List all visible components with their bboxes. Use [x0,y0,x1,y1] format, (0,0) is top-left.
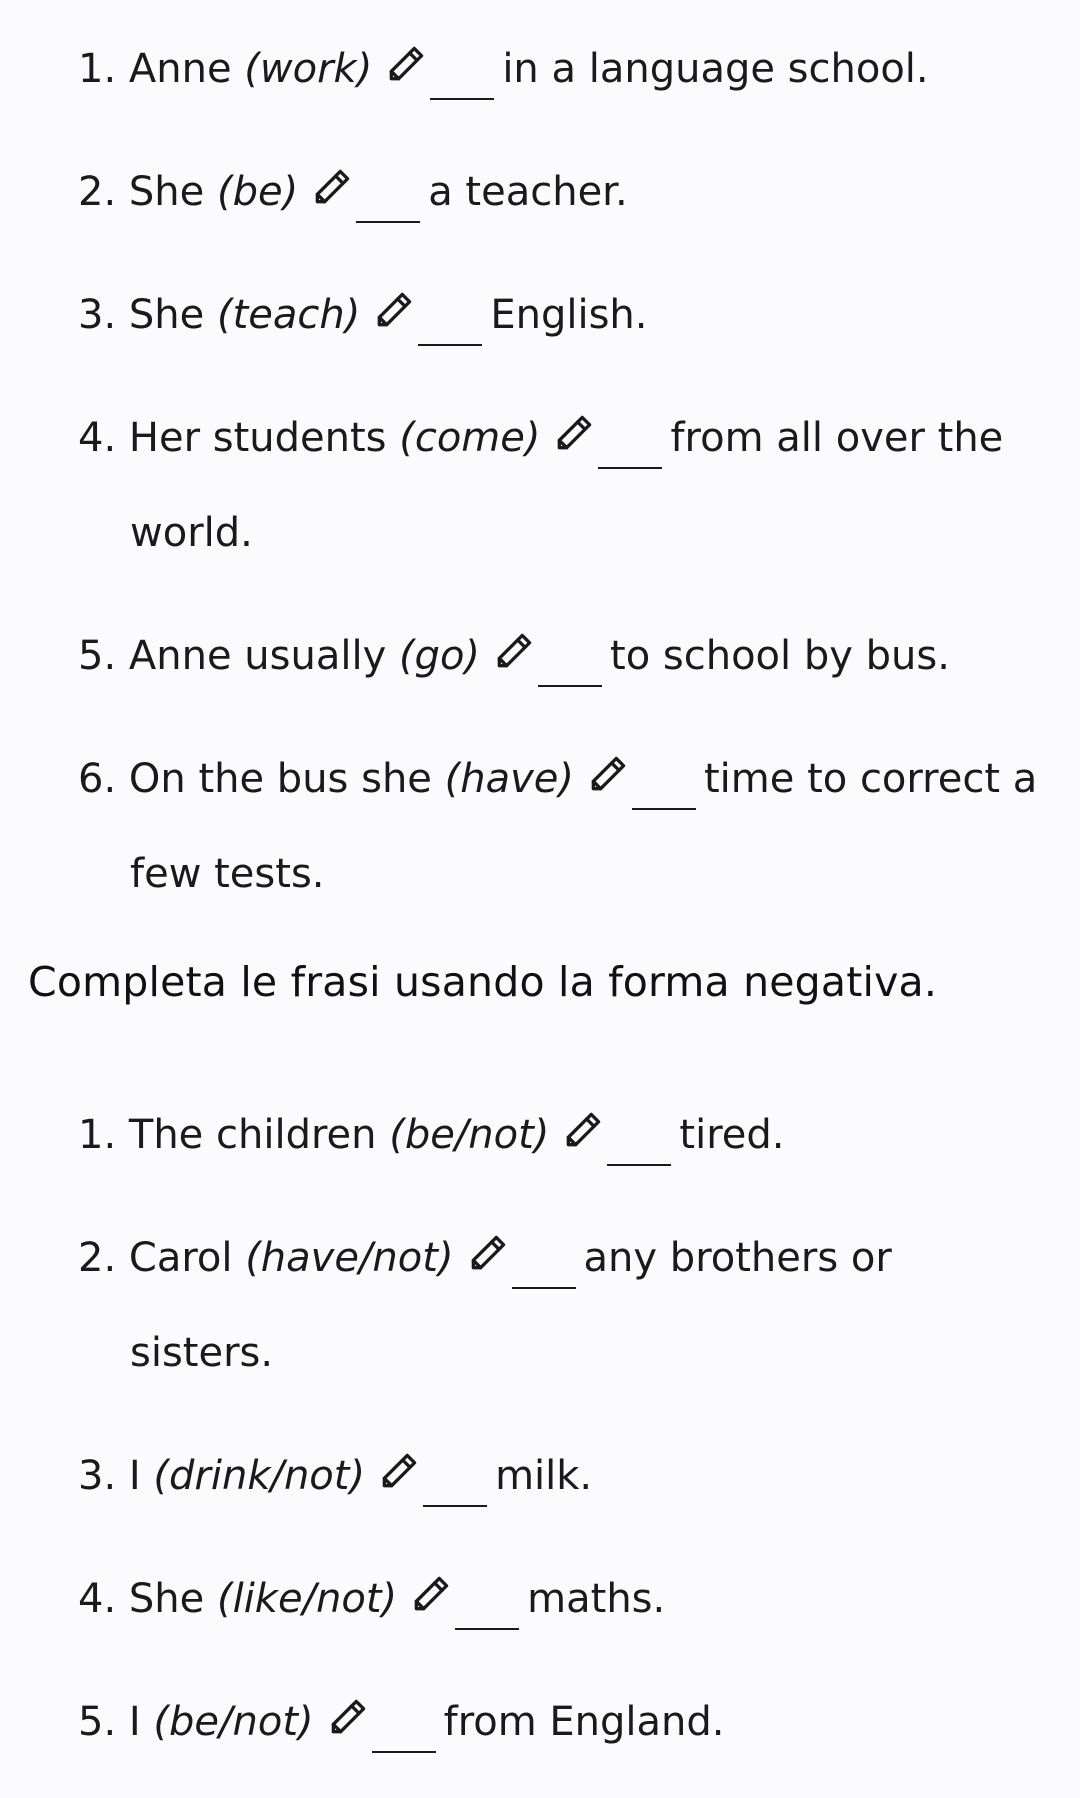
answer-blank[interactable] [552,409,662,457]
item-verb-hint: (teach) [216,292,361,338]
pencil-icon [372,288,416,332]
item-verb-hint: (like/not) [216,1576,398,1622]
item-rest: to school by bus. [610,633,950,679]
answer-blank[interactable] [492,627,602,675]
pencil-icon [586,752,630,796]
answer-blank[interactable] [326,1693,436,1741]
item-verb-hint: (work) [244,46,373,92]
answer-underline [372,1751,436,1753]
answer-underline [598,467,662,469]
item-verb-hint: (be) [216,169,299,215]
list-item [78,1211,1038,1401]
item-rest: time to correct a few tests. [130,756,1038,897]
item-rest: milk. [495,1453,593,1499]
item-number: 3. [78,1453,117,1499]
list-item [78,1675,1038,1770]
list-item [78,1088,1038,1183]
item-subject: I [128,1453,141,1499]
item-verb-hint: (be/not) [153,1699,314,1745]
item-subject: I [128,1699,141,1745]
pencil-icon [552,411,596,455]
item-number: 4. [78,1576,117,1622]
section-heading: Completa le frasi usando la forma negativa. [28,958,938,1006]
list-item [78,1552,1038,1647]
pencil-icon [409,1572,453,1616]
item-subject: Anne usually [128,633,387,679]
item-verb-hint: (have/not) [245,1235,454,1281]
item-rest: from all over the world. [130,415,1004,556]
pencil-icon [384,42,428,86]
pencil-icon [310,165,354,209]
answer-blank[interactable] [586,750,696,798]
item-number: 1. [78,46,117,92]
item-rest: maths. [527,1576,666,1622]
answer-underline [455,1628,519,1630]
answer-underline [607,1164,671,1166]
answer-blank[interactable] [372,286,482,334]
item-subject: She [128,1576,205,1622]
item-verb-hint: (have) [444,756,574,802]
answer-underline [423,1505,487,1507]
answer-blank[interactable] [384,40,494,88]
item-number: 3. [78,292,117,338]
item-subject: Her students [128,415,387,461]
list-item [78,145,1038,240]
answer-blank[interactable] [377,1447,487,1495]
item-subject: On the bus she [128,756,432,802]
list-item [78,268,1038,363]
item-verb-hint: (go) [398,633,481,679]
item-verb-hint: (drink/not) [153,1453,366,1499]
pencil-icon [492,629,536,673]
item-number: 2. [78,169,117,215]
item-number: 6. [78,756,117,802]
item-subject: She [128,292,205,338]
exercise-list-negative [78,1088,1038,1798]
item-rest: from England. [443,1699,725,1745]
item-rest: in a language school. [502,46,929,92]
item-rest: English. [490,292,648,338]
item-verb-hint: (come) [399,415,541,461]
item-number: 5. [78,1699,117,1745]
item-verb-hint: (be/not) [389,1112,550,1158]
item-number: 4. [78,415,117,461]
item-rest: tired. [679,1112,785,1158]
pencil-icon [466,1231,510,1275]
answer-blank[interactable] [310,163,420,211]
item-number: 2. [78,1235,117,1281]
item-rest: any brothers or sisters. [130,1235,892,1376]
item-rest: a teacher. [428,169,628,215]
answer-underline [512,1287,576,1289]
answer-blank[interactable] [409,1570,519,1618]
pencil-icon [326,1695,370,1739]
answer-underline [538,685,602,687]
list-item [78,391,1038,581]
list-item [78,609,1038,704]
item-subject: The children [128,1112,377,1158]
answer-underline [356,221,420,223]
pencil-icon [377,1449,421,1493]
item-subject: She [128,169,205,215]
item-subject: Carol [128,1235,233,1281]
pencil-icon [561,1108,605,1152]
item-number: 1. [78,1112,117,1158]
answer-blank[interactable] [561,1106,671,1154]
item-number: 5. [78,633,117,679]
answer-underline [430,98,494,100]
exercise-list-affirmative [78,22,1038,950]
answer-underline [418,344,482,346]
answer-underline [632,808,696,810]
list-item [78,1429,1038,1524]
item-subject: Anne [128,46,232,92]
answer-blank[interactable] [466,1229,576,1277]
list-item [78,732,1038,922]
list-item [78,22,1038,117]
